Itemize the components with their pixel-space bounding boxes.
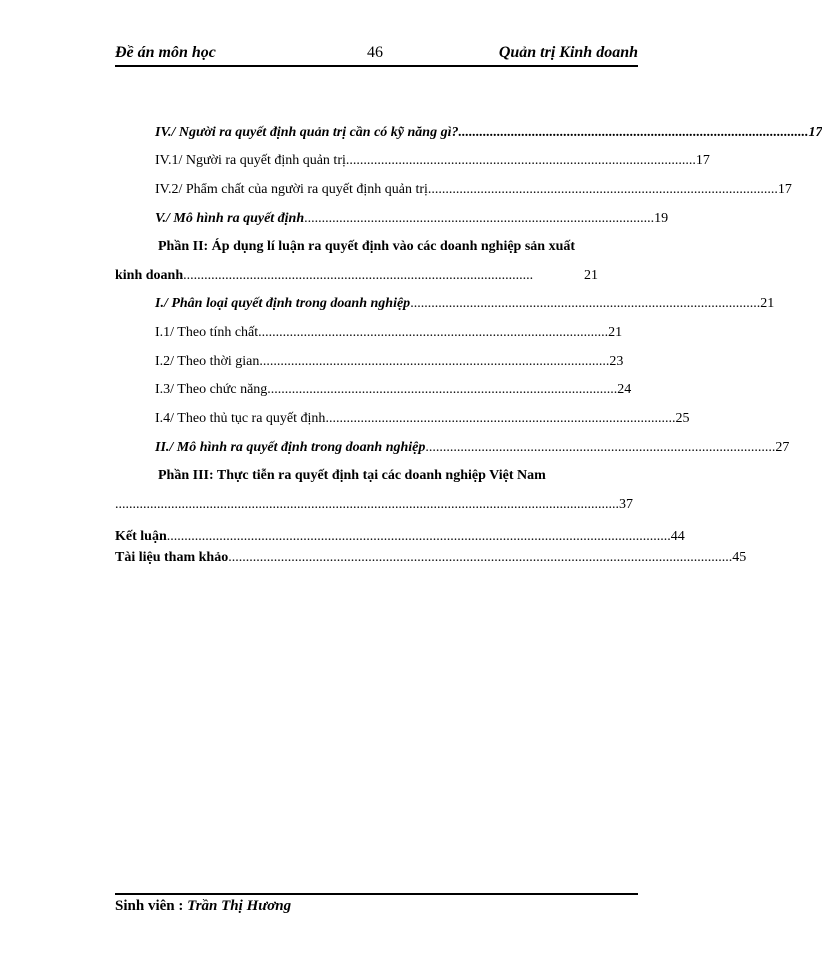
toc-entry-title: I.3/ Theo chức năng (155, 382, 268, 397)
toc-entry-page: 37 (619, 497, 633, 512)
header-course-title: Đề án môn học (115, 44, 216, 61)
toc-entry-page: 17 (777, 182, 792, 197)
toc-entry[interactable] (155, 324, 623, 342)
toc-entry[interactable] (155, 295, 775, 313)
toc-entry-page: 17 (695, 153, 710, 168)
footer-rule (115, 893, 638, 895)
toc-entry-page: 19 (654, 211, 669, 226)
toc-entry[interactable] (155, 410, 690, 428)
toc-entry-page: 24 (617, 382, 632, 397)
toc-entry-page: 25 (675, 411, 690, 426)
toc-entry[interactable] (155, 439, 790, 457)
toc-entry-title: Kết luận (115, 529, 167, 544)
toc-entry-title: I./ Phân loại quyết định trong doanh nghiệp (155, 296, 411, 311)
toc-entry-page: 21 (584, 268, 598, 283)
toc-leader: ................................................................................................................................................ (228, 550, 733, 565)
toc-leader: ................................................................................................................................................ (166, 529, 671, 544)
toc-entry-title: IV.2/ Phẩm chất của người ra quyết định quản trị (155, 182, 428, 197)
toc-leader: .................................................................................................... (458, 125, 809, 140)
toc-entry[interactable] (155, 210, 669, 228)
toc-entry[interactable] (155, 181, 792, 199)
toc-leader: .................................................................................................... (345, 153, 696, 168)
toc-entry-page: 27 (775, 440, 790, 455)
toc-entry-page: 23 (609, 354, 624, 369)
toc-entry-line2[interactable] (115, 496, 633, 514)
toc-entry-page: 21 (760, 296, 775, 311)
toc-leader: .................................................................................................... (267, 382, 618, 397)
toc-entry-title: Phần III: Thực tiễn ra quyết định tại các doanh nghiệp Việt Nam (158, 468, 546, 483)
toc-leader: .................................................................................................... (425, 440, 776, 455)
page-footer (115, 898, 291, 915)
toc-entry-title: I.2/ Theo thời gian (155, 354, 260, 369)
toc-leader: .................................................................................................... (410, 296, 761, 311)
toc-entry-title: V./ Mô hình ra quyết định (155, 211, 305, 226)
page-number: 46 (367, 44, 383, 61)
toc-leader: .................................................................................................... (259, 354, 610, 369)
toc-entry-title: IV./ Người ra quyết định quản trị cần có kỹ năng gì? (155, 125, 459, 140)
footer-student-label: Sinh viên : (115, 898, 184, 914)
toc-entry-page: 21 (608, 325, 623, 340)
toc-leader: .................................................................................................... (258, 325, 609, 340)
toc-entry-title: Tài liệu tham khảo (115, 550, 229, 565)
toc-entry-title: Phần II: Áp dụng lí luận ra quyết định vào các doanh nghiệp sản xuất (158, 239, 576, 254)
page-header (115, 42, 638, 66)
toc-entry-page: 17 (808, 125, 822, 140)
toc-entry[interactable] (115, 549, 747, 567)
toc-entry-title-cont: kinh doanh (115, 268, 184, 283)
toc-entry[interactable] (155, 353, 624, 371)
header-rule (115, 65, 638, 67)
toc-leader: .................................................................................................... (183, 268, 534, 283)
toc-entry-title: I.4/ Theo thủ tục ra quyết định (155, 411, 326, 426)
toc-entry-line1[interactable] (158, 467, 638, 485)
toc-entry-page: 45 (732, 550, 747, 565)
toc-entry-line1[interactable] (158, 238, 638, 256)
toc-leader: .................................................................................................... (304, 211, 655, 226)
toc-entry-title: II./ Mô hình ra quyết định trong doanh nghiệp (155, 440, 426, 455)
toc-entry-page: 44 (670, 529, 685, 544)
toc-entry-title: I.1/ Theo tính chất (155, 325, 259, 340)
toc-entry[interactable] (115, 528, 685, 546)
toc-leader: .................................................................................................... (325, 411, 676, 426)
toc-entry[interactable] (155, 152, 710, 170)
toc-entry-title: IV.1/ Người ra quyết định quản trị (155, 153, 346, 168)
toc-entry[interactable] (155, 124, 822, 142)
toc-leader: .................................................................................................... (427, 182, 778, 197)
toc-leader: ................................................................................................................................................ (115, 497, 619, 512)
header-subject: Quản trị Kinh doanh (498, 44, 638, 61)
toc-entry[interactable] (155, 381, 632, 399)
toc-entry-line2[interactable] (115, 267, 598, 285)
footer-student-name: Trần Thị Hương (187, 898, 292, 914)
